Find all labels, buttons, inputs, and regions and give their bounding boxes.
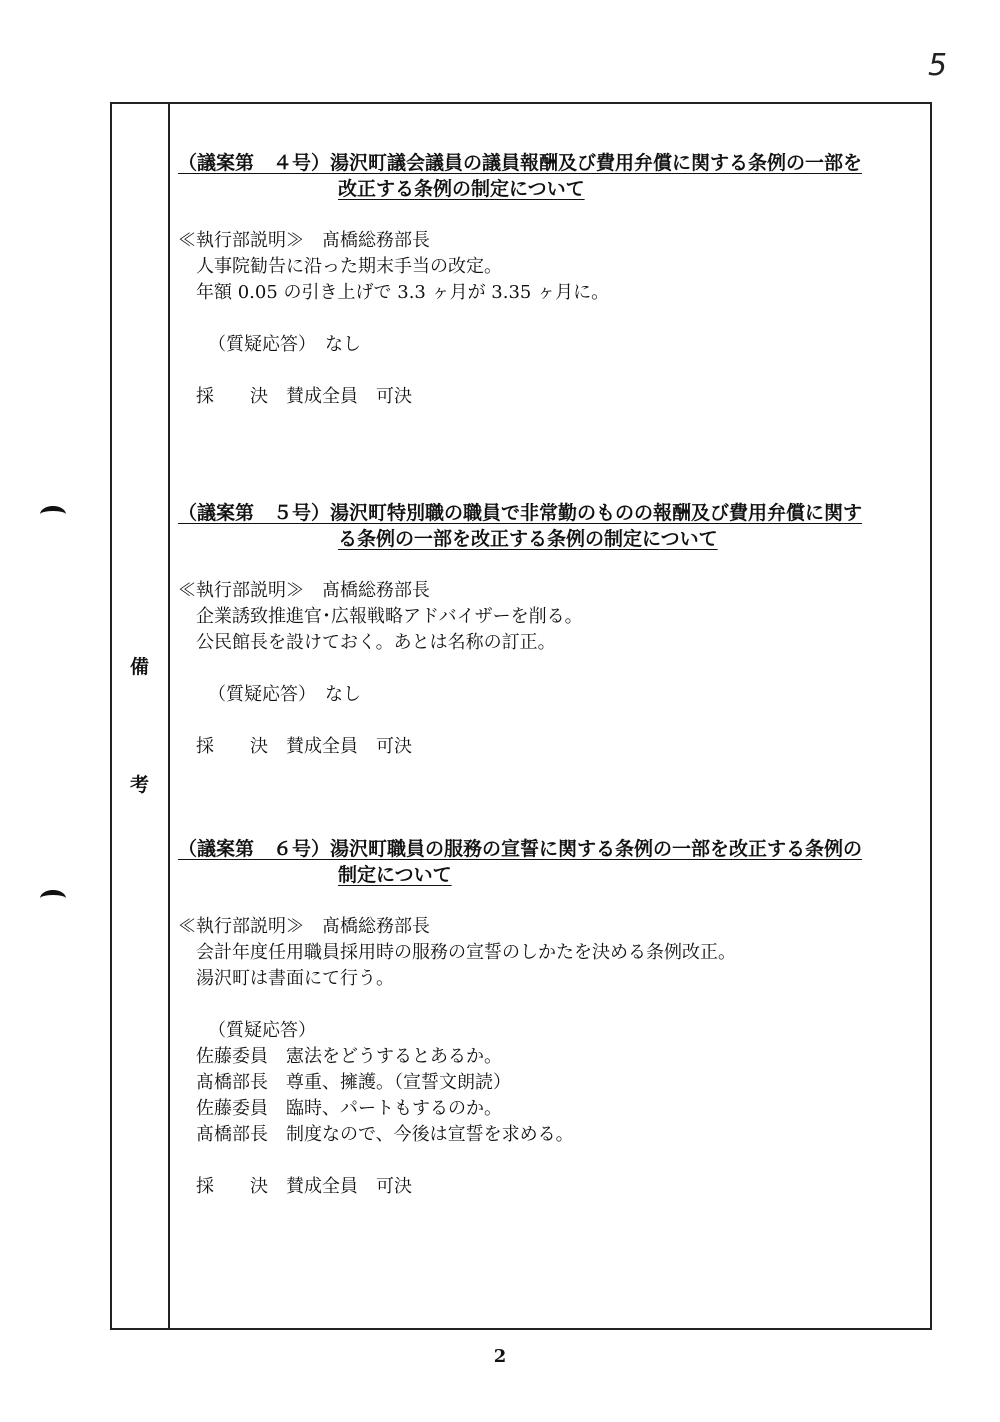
section-bill-4 [178,150,920,410]
body-line: 湯沢町は書面にて行う。 [196,968,394,989]
qa-header: （質疑応答） なし [208,684,361,705]
qa-header: （質疑応答） [208,1020,316,1041]
section-bill-6 [178,836,920,1200]
section-title: （議案第 ４号）湯沢町議会議員の議員報酬及び費用弁償に関する条例の一部を 改正する条例の制定について [178,152,863,200]
body-line: 年額 0.05 の引き上げで 3.3 ヶ月が 3.35 ヶ月に。 [196,282,610,303]
qa-line: 佐藤委員 臨時、パートもするのか。 [196,1098,502,1119]
vote-result: 採 決 賛成全員 可決 [196,736,412,757]
qa-line: 髙橋部長 制度なので、今後は宣誓を求める。 [196,1124,574,1145]
body-line: 会計年度任用職員採用時の服務の宣誓のしかたを決める条例改正。 [196,942,736,963]
binding-mark-1 [40,506,66,523]
side-label-bi: 備 [130,656,150,678]
section-bill-5 [178,500,920,760]
section-title: （議案第 ６号）湯沢町職員の服務の宣誓に関する条例の一部を改正する条例の 制定について [178,838,863,886]
handwritten-page-number: 5 [928,48,948,83]
qa-line: 髙橋部長 尊重、擁護。（宣誓文朗読） [196,1072,511,1093]
vote-result: 採 決 賛成全員 可決 [196,1176,412,1197]
explainer: ≪執行部説明≫ 髙橋総務部長 [178,230,430,251]
side-label-kou: 考 [130,774,150,796]
column-divider [168,104,170,1328]
body-line: 公民館長を設けておく。あとは名称の訂正。 [196,632,556,653]
vote-result: 採 決 賛成全員 可決 [196,386,412,407]
binding-mark-2 [40,890,66,907]
body-line: 人事院勧告に沿った期末手当の改定。 [196,256,502,277]
explainer: ≪執行部説明≫ 髙橋総務部長 [178,580,430,601]
explainer: ≪執行部説明≫ 髙橋総務部長 [178,916,430,937]
page-number: 2 [493,1346,507,1367]
qa-line: 佐藤委員 憲法をどうするとあるか。 [196,1046,502,1067]
section-title: （議案第 ５号）湯沢町特別職の職員で非常勤のものの報酬及び費用弁償に関す る条例の一部を改正する条例の制定について [178,502,863,550]
qa-header: （質疑応答） なし [208,334,361,355]
body-line: 企業誘致推進官･広報戦略アドバイザーを削る。 [196,606,583,627]
